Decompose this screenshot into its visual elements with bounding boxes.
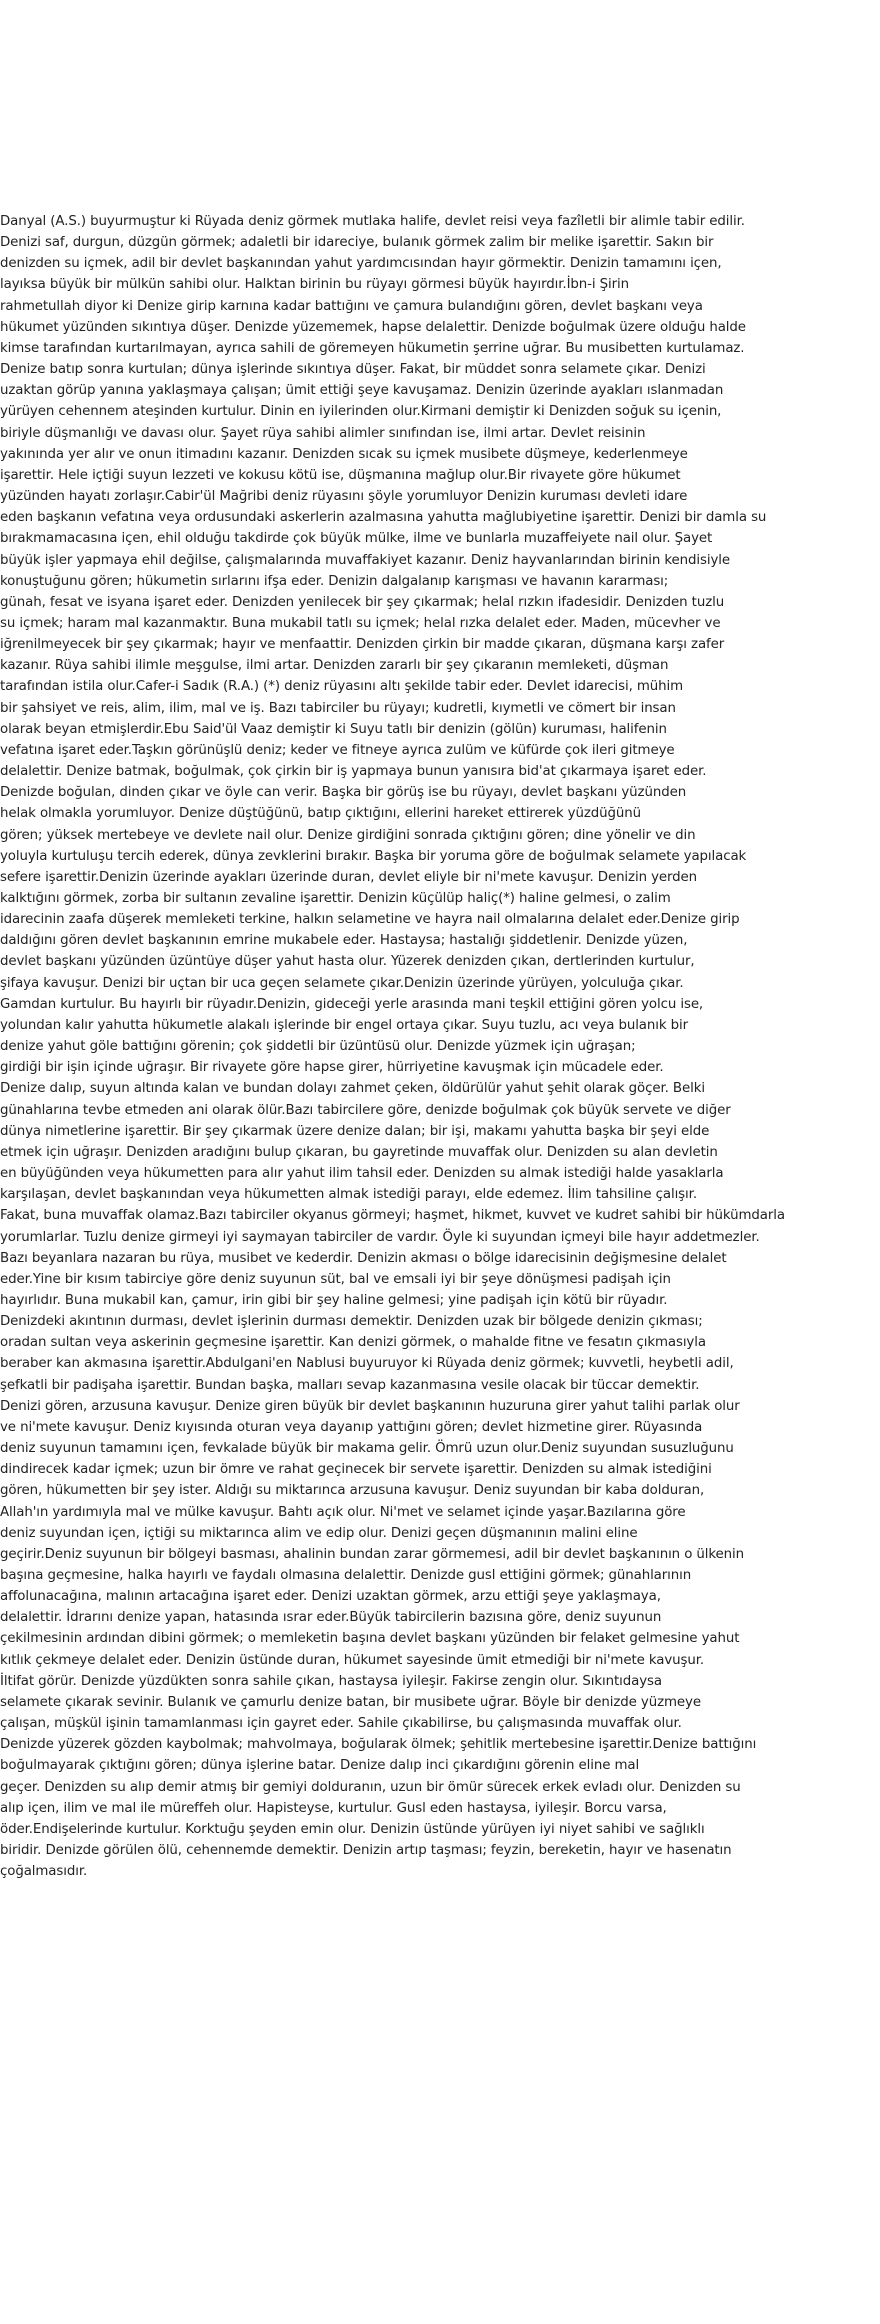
text-line: hayırlıdır. Buna mukabil kan, çamur, irin gibi bir şey haline gelmesi; yine padişah için kötü bir rüyadır.: [0, 1292, 668, 1308]
text-line: iğrenilmeyecek bir şey çıkarmak; hayır ve menfaattir. Denizden çirkin bir madde çıkaran, düşmana karşı zafer: [0, 637, 725, 653]
text-line: alıp içen, ilim ve mal ile müreffeh olur. Hapisteyse, kurtulur. Gusl eden hastaysa, iyileşir. Borcu varsa,: [0, 1800, 667, 1816]
text-line: tarafından istila olur.Cafer-i Sadık (R.A.) (*) deniz rüyasını altı şekilde tabir eder. Devlet idarecisi, mühim: [0, 679, 684, 695]
text-line: kimse tarafından kurtarılmayan, ayrıca sahili de göremeyen hükumetin şerrine uğrar. Bu musibetten kurtulamaz.: [0, 340, 745, 356]
text-line: yürüyen cehennem ateşinden kurtulur. Dinin en iyilerinden olur.Kirmani demiştir ki Denizden soğuk su içenin,: [0, 404, 722, 420]
text-line: gören; yüksek mertebeye ve devlete nail olur. Denize girdiğini sonrada çıktığını gören; dine yönelir ve din: [0, 827, 696, 843]
text-line: yüzünden hayatı zorlaşır.Cabir'ül Mağribi deniz rüyasını şöyle yorumluyor Denizin kuruması devleti idare: [0, 489, 688, 505]
text-line: yolundan kalır yahutta hükumetle alakalı işlerinde bir engel ortaya çıkar. Suyu tuzlu, acı veya bulanık bir: [0, 1017, 689, 1033]
text-line: dindirecek kadar içmek; uzun bir ömre ve rahat geçinecek bir servete işarettir. Denizden su almak istediğini: [0, 1462, 712, 1478]
text-line: Fakat, buna muvaffak olamaz.Bazı tabirciler okyanus görmeyi; haşmet, hikmet, kuvvet ve kudret sahibi bir hükümdarla: [0, 1208, 785, 1224]
text-line: olarak beyan etmişlerdir.Ebu Said'ül Vaaz demiştir ki Suyu tatlı bir denizin (gölün) kuruması, halifenin: [0, 721, 667, 737]
text-line: eder.Yine bir kısım tabirciye göre deniz suyunun süt, bal ve emsali iyi bir şeye dönüşmesi padişah için: [0, 1271, 671, 1287]
text-line: şefkatli bir padişaha işarettir. Bundan başka, malları sevap kazanmasına vesile olacak bir tüccar demektir.: [0, 1377, 700, 1393]
text-line: büyük işler yapmaya ehil değilse, çalışmalarında muvaffakiyet kazanır. Deniz hayvanlarından birinin kendisiyle: [0, 552, 730, 568]
text-line: devlet başkanı yüzünden üzüntüye düşer yahut hasta olur. Yüzerek denizden çıkan, dertlerinden kurtulur,: [0, 954, 695, 970]
text-line: Denizde yüzerek gözden kaybolmak; mahvolmaya, boğularak ölmek; şehitlik mertebesine işarettir.Denize battığını: [0, 1737, 757, 1753]
text-line: deniz suyunun tamamını içen, fevkalade büyük bir makama gelir. Ömrü uzun olur.Deniz suyundan susuzluğunu: [0, 1441, 734, 1457]
text-line: geçirir.Deniz suyunun bir bölgeyi basması, ahalinin bundan zarar görmemesi, adil bir devlet başkanının o ülkenin: [0, 1546, 745, 1562]
text-line: girdiği bir işin içinde uğraşır. Bir rivayete göre hapse girer, hürriyetine kavuşmak için mücadele eder.: [0, 1060, 664, 1076]
text-line: ve ni'mete kavuşur. Deniz kıyısında oturan veya dayanıp yattığını gören; devlet hizmetine girer. Rüyasında: [0, 1419, 703, 1435]
dream-interpretation-article: [0, 211, 880, 1882]
text-line: deniz suyundan içen, içtiği su miktarınca alim ve edip olur. Denizi geçen düşmanının malini eline: [0, 1525, 638, 1541]
text-line: sefere işarettir.Denizin üzerinde ayakları üzerinde duran, devlet eliyle bir ni'mete kavuşur. Denizin yerden: [0, 869, 698, 885]
text-line: delalettir. İdrarını denize yapan, hatasında ısrar eder.Büyük tabircilerin bazısına göre, deniz suyunun: [0, 1610, 662, 1626]
text-line: Bazı beyanlara nazaran bu rüya, musibet ve kederdir. Denizin akması o bölge idarecisinin değişmesine delalet: [0, 1250, 727, 1266]
text-line: Denizdeki akıntının durması, devlet işlerinin durması demektir. Denizden uzak bir bölgede denizin çıkması;: [0, 1314, 703, 1330]
text-line: denizden su içmek, adil bir devlet başkanından yahut yardımcısından hayır görmektir. Denizin tamamını içen,: [0, 256, 722, 272]
text-line: helak olmakla yorumluyor. Denize düştüğünü, batıp çıktığını, ellerini hareket ettirerek yüzdüğünü: [0, 806, 641, 822]
text-line: biriyle düşmanlığı ve davası olur. Şayet rüya sahibi alimler sınıfından ise, ilmi artar. Devlet reisinin: [0, 425, 646, 441]
text-line: bir şahsiyet ve reis, alim, ilim, mal ve iş. Bazı tabirciler bu rüyayı; kudretli, kıymetli ve cömert bir insan: [0, 700, 676, 716]
text-line: İltifat görür. Denizde yüzdükten sonra sahile çıkan, hastaysa iyileşir. Fakirse zengin olur. Sıkıntıdaysa: [0, 1673, 662, 1689]
text-line: günah, fesat ve isyana işaret eder. Denizden yenilecek bir şey çıkarmak; helal rızkın ifadesidir. Denizden tuzlu: [0, 594, 725, 610]
text-line: Denize batıp sonra kurtulan; dünya işlerinde sıkıntıya düşer. Fakat, bir müddet sonra selamete çıkar. Denizi: [0, 362, 706, 378]
text-line: idarecinin zaafa düşerek memleketi terkine, halkın selametine ve hayra nail olmalarına delalet eder.Denize girip: [0, 912, 740, 928]
text-line: biridir. Denizde görülen ölü, cehennemde demektir. Denizin artıp taşması; feyzin, bereketin, hayır ve hasenatın: [0, 1843, 732, 1859]
text-line: hükumet yüzünden sıkıntıya düşer. Denizde yüzememek, hapse delalettir. Denizde boğulmak üzere olduğu halde: [0, 319, 746, 335]
text-line: geçer. Denizden su alıp demir atmış bir gemiyi dolduranın, uzun bir ömür sürecek erkek evladı olur. Denizden su: [0, 1779, 741, 1795]
text-line: Danyal (A.S.) buyurmuştur ki Rüyada deniz görmek mutlaka halife, devlet reisi veya fazîletli bir alimle tabir edilir.: [0, 214, 745, 229]
text-line: yakınında yer alır ve onun itimadını kazanır. Denizden sıcak su içmek musibete düşmeye, kederlenmeye: [0, 446, 688, 462]
text-line: çalışan, müşkül işinin tamamlanması için gayret eder. Sahile çıkabilirse, bu çalışmasında muvaffak olur.: [0, 1716, 682, 1732]
text-line: Denizi saf, durgun, düzgün görmek; adaletli bir idareciye, bulanık görmek zalim bir melike işarettir. Sakın bir: [0, 235, 714, 251]
text-line: delalettir. Denize batmak, boğulmak, çok çirkin bir iş yapmaya bunun yanısıra bid'at çıkarmaya işaret eder.: [0, 764, 707, 780]
text-line: layıksa büyük bir mülkün sahibi olur. Halktan birinin bu rüyayı görmesi büyük hayırdır.İbn-i Şirin: [0, 277, 629, 293]
text-line: Denizde boğulan, dinden çıkar ve öyle can verir. Başka bir görüş ise bu rüyayı, devlet başkanı yüzünden: [0, 785, 687, 801]
text-line: eden başkanın vefatına veya ordusundaki askerlerin azalmasına yahutta mağlubiyetine işarettir. Denizi bir damla su: [0, 510, 767, 526]
text-line: etmek için uğraşır. Denizden aradığını bulup çıkaran, bu gayretinde muvaffak olur. Denizden su alan devletin: [0, 1144, 718, 1160]
text-line: işarettir. Hele içtiği suyun lezzeti ve kokusu kötü ise, düşmanına mağlup olur.Bir rivayete göre hükumet: [0, 467, 681, 483]
text-line: beraber kan akmasına işarettir.Abdulgani'en Nablusi buyuruyor ki Rüyada deniz görmek; kuvvetli, heybetli adil,: [0, 1356, 734, 1372]
text-line: gören, hükumetten bir şey ister. Aldığı su miktarınca arzusuna kavuşur. Deniz suyundan bir kaba dolduran,: [0, 1483, 705, 1499]
text-line: affolunacağına, malının artacağına işaret eder. Denizi uzaktan görmek, arzu ettiği şeye yaklaşmaya,: [0, 1589, 661, 1605]
text-line: Allah'ın yardımıyla mal ve mülke kavuşur. Bahtı açık olur. Ni'met ve selamet içinde yaşar.Bazılarına göre: [0, 1504, 686, 1520]
text-line: Denize dalıp, suyun altında kalan ve bundan dolayı zahmet çeken, öldürülür yahut şehit olarak göçer. Belki: [0, 1081, 705, 1097]
text-line: Denizi gören, arzusuna kavuşur. Denize giren büyük bir devlet başkanının huzuruna girer yahut talihi parlak olur: [0, 1398, 740, 1414]
text-line: günahlarına tevbe etmeden ani olarak ölür.Bazı tabircilere göre, denizde boğulmak çok büyük servete ve diğer: [0, 1102, 731, 1118]
text-line: yoluyla kurtuluşu tercih ederek, dünya zevklerini bırakır. Başka bir yoruma göre de boğulmak selamete yapılacak: [0, 848, 747, 864]
text-line: uzaktan görüp yanına yaklaşmaya çalışan; ümit ettiği şeye kavuşamaz. Denizin üzerinde ayakları ıslanmadan: [0, 383, 724, 399]
text-line: yorumlarlar. Tuzlu denize girmeyi iyi saymayan tabirciler de vardır. Öyle ki suyundan içmeyi bile hayır addetmezler.: [0, 1229, 760, 1245]
text-line: kalktığını görmek, zorba bir sultanın zevaline işarettir. Denizin küçülüp haliç(*) haline gelmesi, o zalim: [0, 891, 671, 906]
text-line: daldığını gören devlet başkanının emrine mukabele eder. Hastaysa; hastalığı şiddetlenir. Denizde yüzen,: [0, 933, 688, 949]
text-line: selamete çıkarak sevinir. Bulanık ve çamurlu denize batan, bir musibete uğrar. Böyle bir denizde yüzmeye: [0, 1694, 701, 1710]
text-line: su içmek; haram mal kazanmaktır. Buna mukabil tatlı su içmek; helal rızka delalet eder. Maden, mücevher ve: [0, 615, 721, 631]
text-line: vefatına işaret eder.Taşkın görünüşlü deniz; keder ve fitneye ayrıca zulüm ve küfürde çok ileri gitmeye: [0, 742, 675, 758]
text-line: rahmetullah diyor ki Denize girip karnına kadar battığını ve çamura bulandığını gören, devlet başkanı veya: [0, 298, 703, 314]
text-line: başına geçmesine, halka hayırlı ve faydalı olmasına delalettir. Denizde gusl ettiğini görmek; günahlarının: [0, 1568, 692, 1583]
text-line: oradan sultan veya askerinin geçmesine işarettir. Kan denizi görmek, o mahalde fitne ve fesatın çıkmasıyla: [0, 1335, 706, 1351]
text-line: bırakmamacasına içen, ehil olduğu takdirde çok büyük mülke, ilme ve bunlarla muzaffeiyete nail olur. Şayet: [0, 531, 713, 547]
text-line: boğulmayarak çıktığını gören; dünya işlerine batar. Denize dalıp inci çıkardığını görenin eline mal: [0, 1758, 640, 1774]
text-line: şifaya kavuşur. Denizi bir uçtan bir uca geçen selamete çıkar.Denizin üzerinde yürüyen, yolculuğa çıkar.: [0, 975, 684, 991]
text-line: konuştuğunu gören; hükumetin sırlarını ifşa eder. Denizin dalgalanıp karışması ve havanın kararması;: [0, 573, 669, 589]
text-line: çekilmesinin ardından dibini görmek; o memleketin başına devlet başkanı yüzünden bir felaket gelmesine yahut: [0, 1631, 740, 1647]
text-line: çoğalmasıdır.: [0, 1864, 88, 1880]
text-line: kazanır. Rüya sahibi ilimle meşgulse, ilmi artar. Denizden zararlı bir şey çıkaranın memleketi, düşman: [0, 658, 669, 674]
text-line: öder.Endişelerinde kurtulur. Korktuğu şeyden emin olur. Denizin üstünde yürüyen iyi niyet sahibi ve sağlıklı: [0, 1821, 705, 1837]
text-line: denize yahut göle battığını görenin; çok şiddetli bir üzüntüsü olur. Denizde yüzmek için uğraşan;: [0, 1039, 636, 1055]
text-line: dünya nimetlerine işarettir. Bir şey çıkarmak üzere denize dalan; bir işi, makamı yahutta başka bir şeyi elde: [0, 1123, 710, 1139]
text-line: karşılaşan, devlet başkanından veya hükumetten almak istediği parayı, elde edemez. İlim tahsiline çalışır.: [0, 1187, 697, 1203]
text-line: Gamdan kurtulur. Bu hayırlı bir rüyadır.Denizin, gideceği yerle arasında mani teşkil ettiğini gören yolcu ise,: [0, 996, 704, 1012]
text-line: kıtlık çekmeye delalet eder. Denizin üstünde duran, hükumet sayesinde ümit etmediği bir ni'mete kavuşur.: [0, 1652, 705, 1668]
text-line: en büyüğünden veya hükumetten para alır yahut ilim tahsil eder. Denizden su almak istediği halde yasaklarla: [0, 1166, 724, 1182]
